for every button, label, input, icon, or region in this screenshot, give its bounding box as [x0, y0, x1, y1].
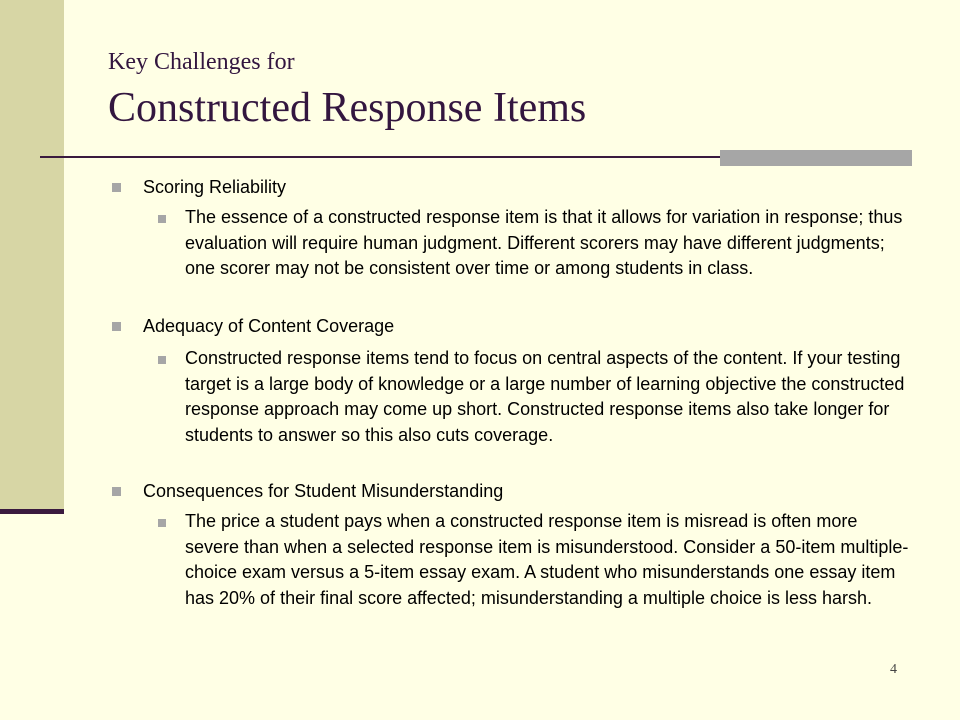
bullet-detail: Constructed response items tend to focus on central aspects of the content. If your testing target is a large body of knowledge or a large number of learning objective the constructed response approach may come up short. Constructed response items also take longer for students to answer so this also cuts coverage.	[185, 348, 905, 445]
square-bullet-icon	[158, 215, 166, 223]
slide-title-line2: Constructed Response Items	[108, 85, 587, 131]
bullet-heading: Adequacy of Content Coverage	[143, 316, 395, 336]
bullet-detail: The essence of a constructed response item is that it allows for variation in response; thus evaluation will require human judgment. Different scorers may have different judgments; one scorer may not be consistent over time or among students in class.	[185, 207, 903, 278]
slide-title-line1: Key Challenges for	[108, 49, 295, 75]
bullet-heading: Scoring Reliability	[143, 177, 287, 197]
bullet-heading: Consequences for Student Misunderstanding	[143, 481, 504, 501]
square-bullet-icon	[112, 183, 121, 192]
bullet-detail: The price a student pays when a constructed response item is misread is often more severe than when a selected response item is misunderstood. Consider a 50-item multiple-choice exam versus a 5-item essay exam. A student who misunderstands one essay item has 20% of their final score affected; misunderstanding a multiple choice is less harsh.	[185, 511, 909, 608]
square-bullet-icon	[158, 519, 166, 527]
page-number: 4	[890, 662, 897, 677]
square-bullet-icon	[112, 487, 121, 496]
square-bullet-icon	[158, 356, 166, 364]
square-bullet-icon	[112, 322, 121, 331]
